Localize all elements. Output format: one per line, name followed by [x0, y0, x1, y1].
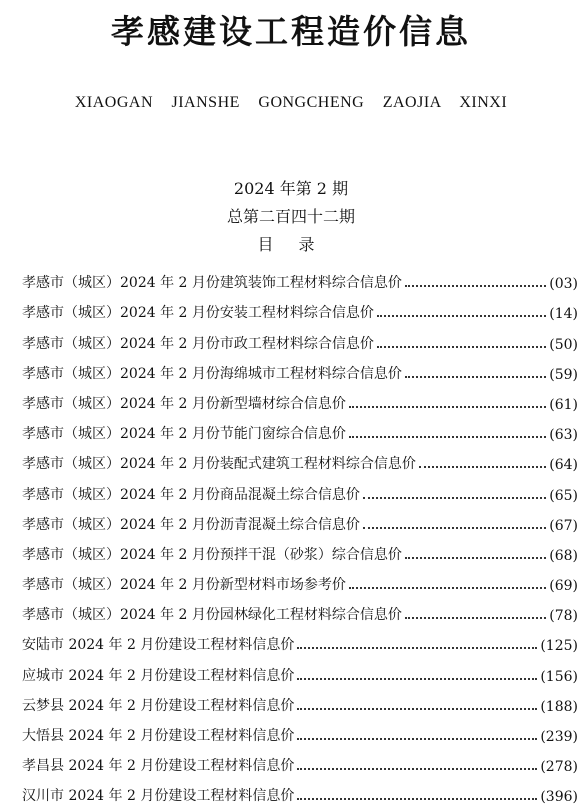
toc-entry-page: (396) — [540, 789, 578, 805]
toc-leader-dots — [297, 798, 537, 800]
toc-entry-page: (03) — [549, 276, 578, 293]
toc-entry-title: 孝感市（城区）2024 年 2 月份沥青混凝土综合信息价 — [22, 516, 360, 533]
toc-entry-title: 应城市 2024 年 2 月份建设工程材料信息价 — [22, 667, 295, 684]
toc-entry-page: (125) — [540, 638, 578, 655]
toc-entry[interactable] — [22, 685, 578, 715]
toc-entry-page: (188) — [540, 698, 578, 715]
toc-leader-dots — [405, 617, 546, 619]
toc-entry-page: (69) — [549, 578, 578, 595]
toc-leader-dots — [405, 376, 546, 378]
toc-entry-title: 孝感市（城区）2024 年 2 月份装配式建筑工程材料综合信息价 — [22, 456, 416, 473]
toc-leader-dots — [349, 587, 546, 589]
toc-entry-page: (65) — [549, 487, 578, 504]
toc-entry[interactable] — [22, 534, 578, 564]
toc-leader-dots — [405, 285, 546, 287]
toc-entry[interactable] — [22, 262, 578, 292]
toc-entry-title: 孝感市（城区）2024 年 2 月份安装工程材料综合信息价 — [22, 305, 374, 322]
toc-entry-title: 大悟县 2024 年 2 月份建设工程材料信息价 — [22, 728, 295, 744]
toc-entry[interactable] — [22, 624, 578, 654]
toc-leader-dots — [377, 346, 546, 348]
toc-entry-title: 孝昌县 2024 年 2 月份建设工程材料信息价 — [22, 758, 295, 775]
toc-entry-title: 孝感市（城区）2024 年 2 月份建筑装饰工程材料综合信息价 — [22, 275, 402, 292]
toc-entry-title: 安陆市 2024 年 2 月份建设工程材料信息价 — [22, 637, 295, 654]
toc-leader-dots — [349, 406, 546, 408]
document-title-pinyin: XIAOGAN JIANSHE GONGCHENG ZAOJIA XINXI — [74, 94, 508, 111]
toc-entry[interactable] — [22, 654, 578, 684]
toc-entry-page: (50) — [549, 336, 578, 353]
toc-entry-page: (68) — [549, 547, 578, 564]
issue-number: 2024 年第 2 期 — [233, 179, 349, 198]
toc-entry[interactable] — [22, 353, 578, 383]
toc-entry[interactable] — [22, 413, 578, 443]
toc-entry-page: (14) — [549, 306, 578, 323]
toc-leader-dots — [349, 436, 546, 438]
toc-entry[interactable] — [22, 745, 578, 775]
toc-entry-title: 汉川市 2024 年 2 月份建设工程材料信息价 — [22, 788, 295, 805]
toc-entry-page: (64) — [549, 457, 578, 474]
toc-entry-page: (278) — [540, 759, 578, 776]
table-of-contents — [22, 262, 578, 805]
toc-entry-title: 云梦县 2024 年 2 月份建设工程材料信息价 — [22, 697, 295, 714]
toc-entry[interactable] — [22, 715, 578, 745]
toc-entry[interactable] — [22, 443, 578, 473]
toc-entry-page: (239) — [540, 729, 578, 745]
toc-entry-page: (156) — [540, 668, 578, 685]
toc-entry-page: (63) — [549, 427, 578, 444]
toc-entry[interactable] — [22, 594, 578, 624]
toc-leader-dots — [297, 738, 537, 740]
toc-entry-title: 孝感市（城区）2024 年 2 月份海绵城市工程材料综合信息价 — [22, 365, 402, 382]
toc-entry[interactable] — [22, 292, 578, 322]
toc-leader-dots — [363, 497, 546, 499]
toc-leader-dots — [297, 708, 537, 710]
toc-entry-title: 孝感市（城区）2024 年 2 月份新型材料市场参考价 — [22, 577, 346, 594]
toc-entry-title: 孝感市（城区）2024 年 2 月份新型墙材综合信息价 — [22, 395, 346, 412]
toc-entry[interactable] — [22, 504, 578, 534]
contents-heading: 目 录 — [257, 235, 325, 254]
toc-entry[interactable] — [22, 564, 578, 594]
toc-entry-title: 孝感市（城区）2024 年 2 月份市政工程材料综合信息价 — [22, 335, 374, 352]
toc-entry-title: 孝感市（城区）2024 年 2 月份商品混凝土综合信息价 — [22, 486, 360, 503]
toc-leader-dots — [363, 527, 546, 529]
toc-entry[interactable] — [22, 775, 578, 805]
toc-entry-page: (61) — [549, 396, 578, 413]
toc-entry[interactable] — [22, 473, 578, 503]
toc-entry-title: 孝感市（城区）2024 年 2 月份预拌干混（砂浆）综合信息价 — [22, 546, 402, 563]
toc-leader-dots — [377, 315, 546, 317]
toc-leader-dots — [297, 647, 537, 649]
total-issue-number: 总第二百四十二期 — [226, 207, 355, 226]
toc-entry-title: 孝感市（城区）2024 年 2 月份园林绿化工程材料综合信息价 — [22, 607, 402, 624]
toc-entry[interactable] — [22, 383, 578, 413]
toc-entry-page: (78) — [549, 608, 578, 625]
toc-entry-title: 孝感市（城区）2024 年 2 月份节能门窗综合信息价 — [22, 426, 346, 443]
toc-leader-dots — [405, 557, 546, 559]
toc-leader-dots — [419, 466, 546, 468]
toc-leader-dots — [297, 678, 537, 680]
toc-entry-page: (67) — [549, 517, 578, 534]
toc-entry-page: (59) — [549, 366, 578, 383]
toc-entry[interactable] — [22, 322, 578, 352]
toc-leader-dots — [297, 768, 537, 770]
document-title: 孝感建设工程造价信息 — [111, 12, 471, 51]
